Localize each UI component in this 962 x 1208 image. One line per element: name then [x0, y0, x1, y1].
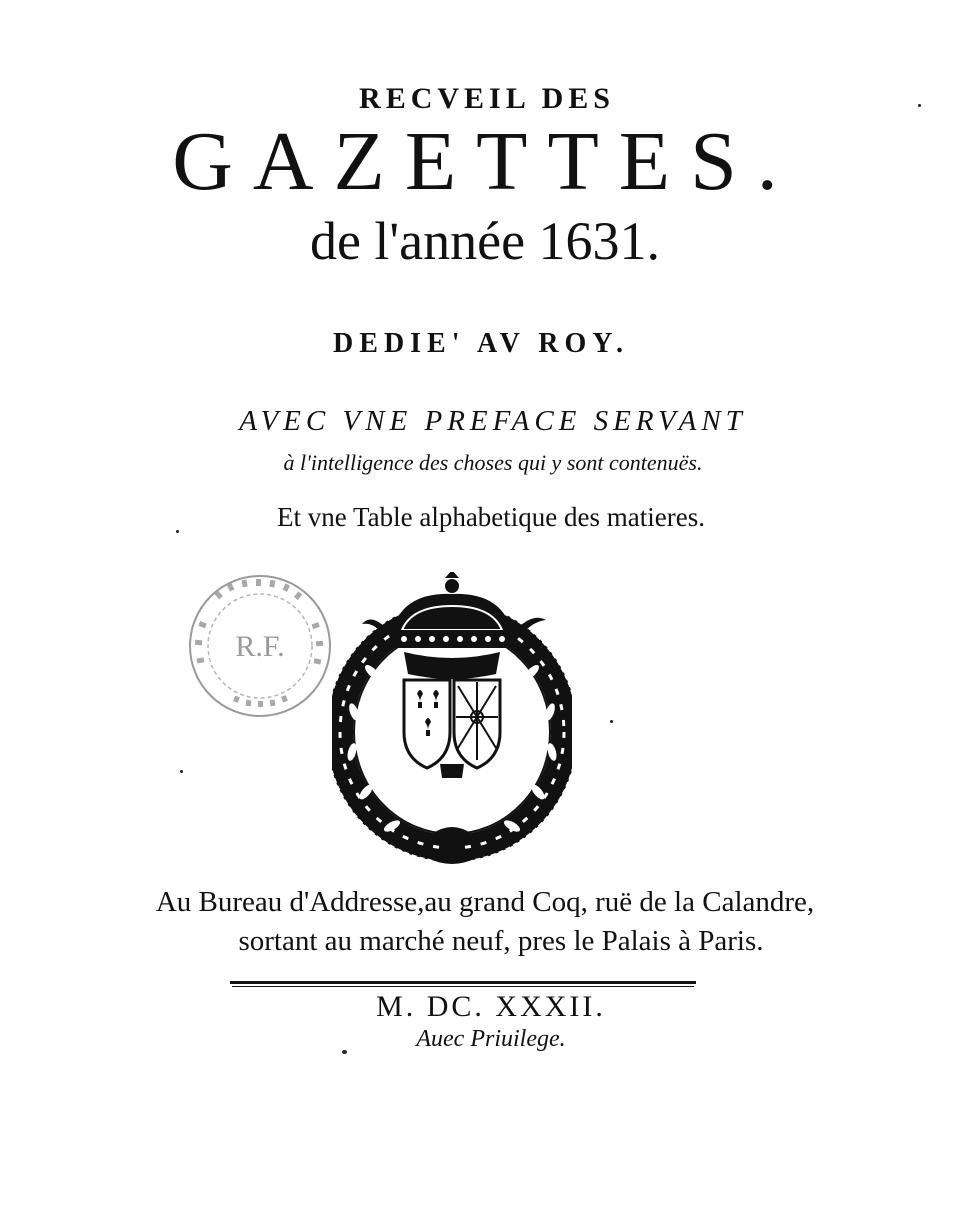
- privilege-line: Auec Priuilege.: [416, 1026, 566, 1052]
- divider-rule-thin: [232, 986, 694, 987]
- print-speck: [342, 1050, 347, 1054]
- library-stamp-icon: [186, 572, 334, 720]
- dedication: DEDIE' AV ROY.: [333, 328, 629, 359]
- address-line-2: sortant au marché neuf, pres le Palais à Paris.: [238, 925, 764, 957]
- print-speck: [180, 770, 183, 773]
- year-line: de l'année 1631.: [309, 211, 661, 271]
- table-line: Et vne Table alphabetique des matieres.: [277, 502, 705, 532]
- print-speck: [176, 530, 179, 533]
- stamp-label: R.F.: [235, 630, 285, 663]
- royal-coat-of-arms-icon: [332, 572, 572, 872]
- print-speck: [610, 720, 613, 723]
- preface-line-2: à l'intelligence des choses qui y sont contenuës.: [283, 450, 703, 475]
- print-speck: [918, 104, 921, 107]
- imprint-date: M. DC. XXXII.: [376, 990, 606, 1023]
- divider-rule: [230, 981, 696, 984]
- preface-line-1: AVEC VNE PREFACE SERVANT: [239, 405, 747, 437]
- main-title: GAZETTES.: [172, 115, 798, 208]
- address-line-1: Au Bureau d'Addresse,au grand Coq, ruë de la Calandre,: [155, 886, 815, 918]
- title-kicker: RECVEIL DES: [359, 82, 615, 115]
